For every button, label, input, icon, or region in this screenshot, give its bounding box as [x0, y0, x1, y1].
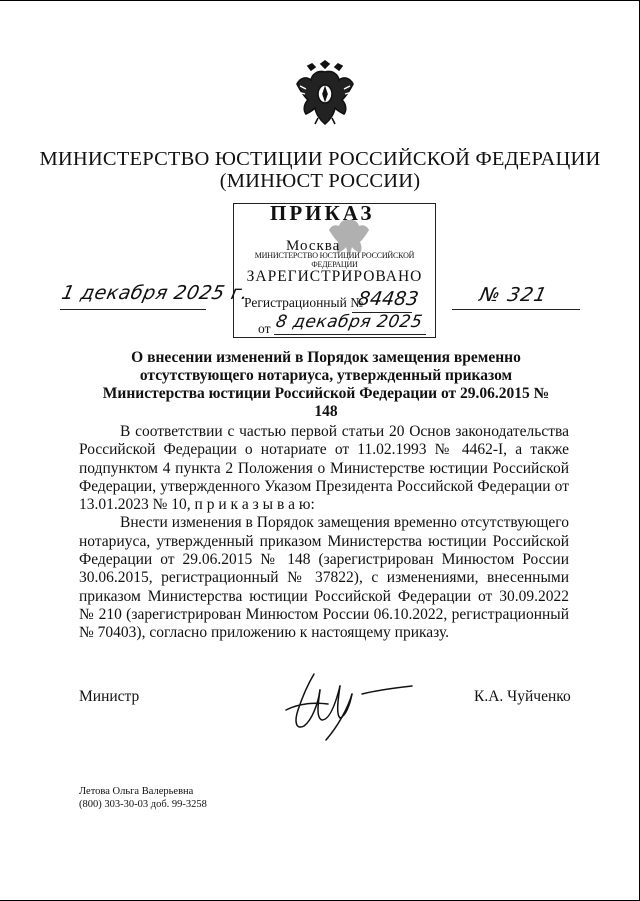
page-border-top	[0, 0, 640, 1]
ministry-name: МИНИСТЕРСТВО ЮСТИЦИИ РОССИЙСКОЙ ФЕДЕРАЦИИ	[39, 148, 601, 170]
stamp-from-label: от	[258, 321, 271, 336]
executor-block	[79, 785, 207, 811]
executor-name: Летова Ольга Валерьевна	[79, 786, 194, 797]
body-paragraph: В соответствии с частью первой статьи 20 Основ законодательства Российской Федерации о нотариате от 11.02.1993 № 4462-I, а также подпунктом 4 пункта 2 Положения о Министерстве юстиции Российской Федерации, утвержденного Указом Президента Российской Федерации от 13.01.2023 № 10, п р и к а з ы в а ю:	[79, 423, 569, 514]
ministry-header	[0, 148, 640, 192]
order-date: 1 декабря 2025 г.	[59, 282, 251, 304]
order-date-underline	[60, 309, 206, 310]
stamp-from-underline	[274, 334, 426, 335]
order-number: № 321	[477, 284, 550, 306]
signer-name: К.А. Чуйченко	[474, 688, 571, 705]
order-number-underline	[452, 309, 580, 310]
double-headed-eagle-emblem-icon	[294, 60, 356, 128]
order-city: Москва	[286, 238, 341, 254]
document-title: О внесении изменений в Порядок замещения временно отсутствующего нотариуса, утвержденный приказом Министерства юстиции Российской Федерации от 29.06.2015 № 148	[102, 349, 550, 420]
stamp-from-date: 8 декабря 2025	[274, 312, 425, 332]
stamp-ministry-name: МИНИСТЕРСТВО ЮСТИЦИИ РОССИЙСКОЙ ФЕДЕРАЦИИ	[254, 251, 415, 269]
stamp-reg-number: 84483	[356, 288, 420, 310]
order-type-heading: ПРИКАЗ	[270, 201, 375, 225]
body-paragraph: Внести изменения в Порядок замещения временно отсутствующего нотариуса, утвержденный приказом Министерства юстиции Российской Федерации от 29.06.2015 № 148 (зарегистрирован Минюстом России 30.06.2015, регистрационный № 37822), с изменениями, внесенными приказом Министерства юстиции Российской Федерации от 30.09.2022 № 210 (зарегистрирован Минюстом России 06.10.2022, регистрационный № 70403), согласно приложению к настоящему приказу.	[79, 514, 569, 642]
registration-stamp	[233, 203, 436, 338]
handwritten-signature-icon	[278, 664, 418, 744]
stamp-status: ЗАРЕГИСТРИРОВАНО	[246, 268, 423, 285]
signer-position: Министр	[79, 688, 140, 705]
document-body	[79, 423, 569, 643]
executor-phone: (800) 303-30-03 доб. 99-3258	[79, 799, 207, 810]
stamp-reg-label: Регистрационный №	[244, 295, 364, 310]
ministry-short-name: (МИНЮСТ РОССИИ)	[219, 170, 421, 192]
